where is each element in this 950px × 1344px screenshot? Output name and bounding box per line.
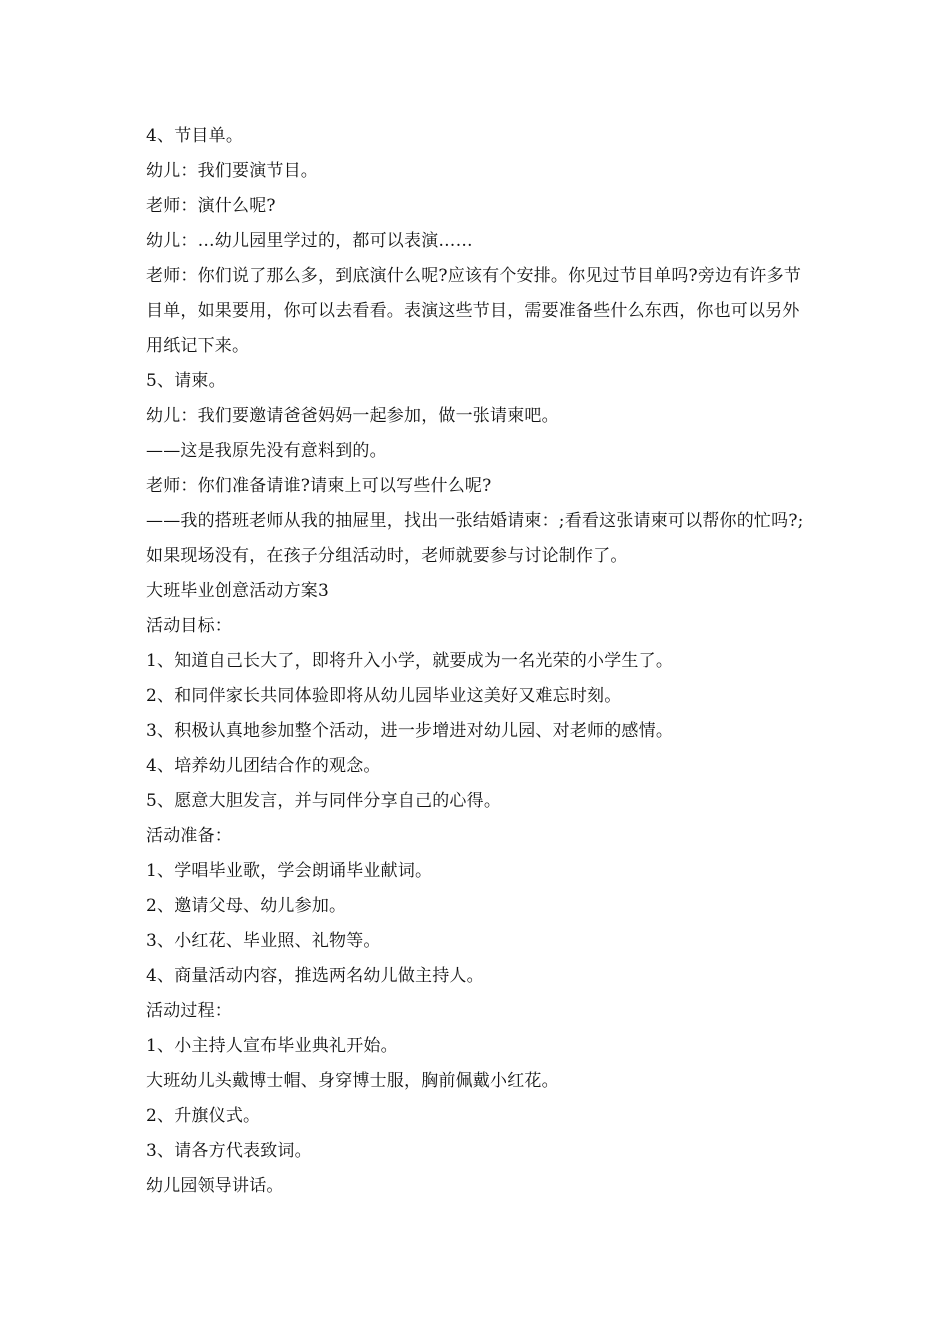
preparation-item-2: 2、邀请父母、幼儿参加。 (146, 896, 347, 916)
heading-activity-process: 活动过程： (146, 1001, 232, 1021)
preparation-item-1: 1、学唱毕业歌，学会朗诵毕业献词。 (146, 861, 433, 881)
process-item-1: 1、小主持人宣布毕业典礼开始。 (146, 1036, 398, 1056)
goal-item-4: 4、培养幼儿团结合作的观念。 (146, 756, 381, 776)
process-item-3: 3、请各方代表致词。 (146, 1141, 312, 1161)
paragraph-program-list-heading: 4、节目单。 (146, 126, 244, 146)
heading-activity-preparation: 活动准备： (146, 826, 232, 846)
preparation-item-4: 4、商量活动内容，推选两名幼儿做主持人。 (146, 966, 484, 986)
paragraph-child-perform: 幼儿：我们要演节目。 (146, 161, 318, 181)
goal-item-3: 3、积极认真地参加整个活动，进一步增进对幼儿园、对老师的感情。 (146, 721, 674, 741)
section-title-plan-3: 大班毕业创意活动方案3 (146, 581, 330, 601)
process-item-2: 2、升旗仪式。 (146, 1106, 261, 1126)
paragraph-wedding-invitation-note: ——我的搭班老师从我的抽屉里，找出一张结婚请柬：;看看这张请柬可以帮你的忙吗?;如果现场没有，在孩子分组活动时，老师就要参与讨论制作了。 (146, 511, 804, 566)
paragraph-teacher-invite-who: 老师：你们准备请谁?请柬上可以写些什么呢? (146, 476, 492, 496)
paragraph-child-invite: 幼儿：我们要邀请爸爸妈妈一起参加，做一张请柬吧。 (146, 406, 559, 426)
paragraph-unexpected-note: ——这是我原先没有意料到的。 (146, 441, 387, 461)
paragraph-child-learned: 幼儿：…幼儿园里学过的，都可以表演…… (146, 231, 473, 251)
process-detail-leader-speech: 幼儿园领导讲话。 (146, 1176, 284, 1196)
document-body (146, 119, 810, 1204)
heading-activity-goals: 活动目标： (146, 616, 232, 636)
goal-item-1: 1、知道自己长大了，即将升入小学，就要成为一名光荣的小学生了。 (146, 651, 674, 671)
paragraph-teacher-program-list: 老师：你们说了那么多，到底演什么呢?应该有个安排。你见过节目单吗?旁边有许多节目单，如果要用，你可以去看看。表演这些节目，需要准备些什么东西，你也可以另外用纸记下来。 (146, 266, 802, 356)
paragraph-invitation-heading: 5、请柬。 (146, 371, 226, 391)
goal-item-2: 2、和同伴家长共同体验即将从幼儿园毕业这美好又难忘时刻。 (146, 686, 622, 706)
preparation-item-3: 3、小红花、毕业照、礼物等。 (146, 931, 381, 951)
goal-item-5: 5、愿意大胆发言，并与同伴分享自己的心得。 (146, 791, 502, 811)
paragraph-teacher-what: 老师：演什么呢? (146, 196, 276, 216)
process-detail-costume: 大班幼儿头戴博士帽、身穿博士服，胸前佩戴小红花。 (146, 1071, 559, 1091)
